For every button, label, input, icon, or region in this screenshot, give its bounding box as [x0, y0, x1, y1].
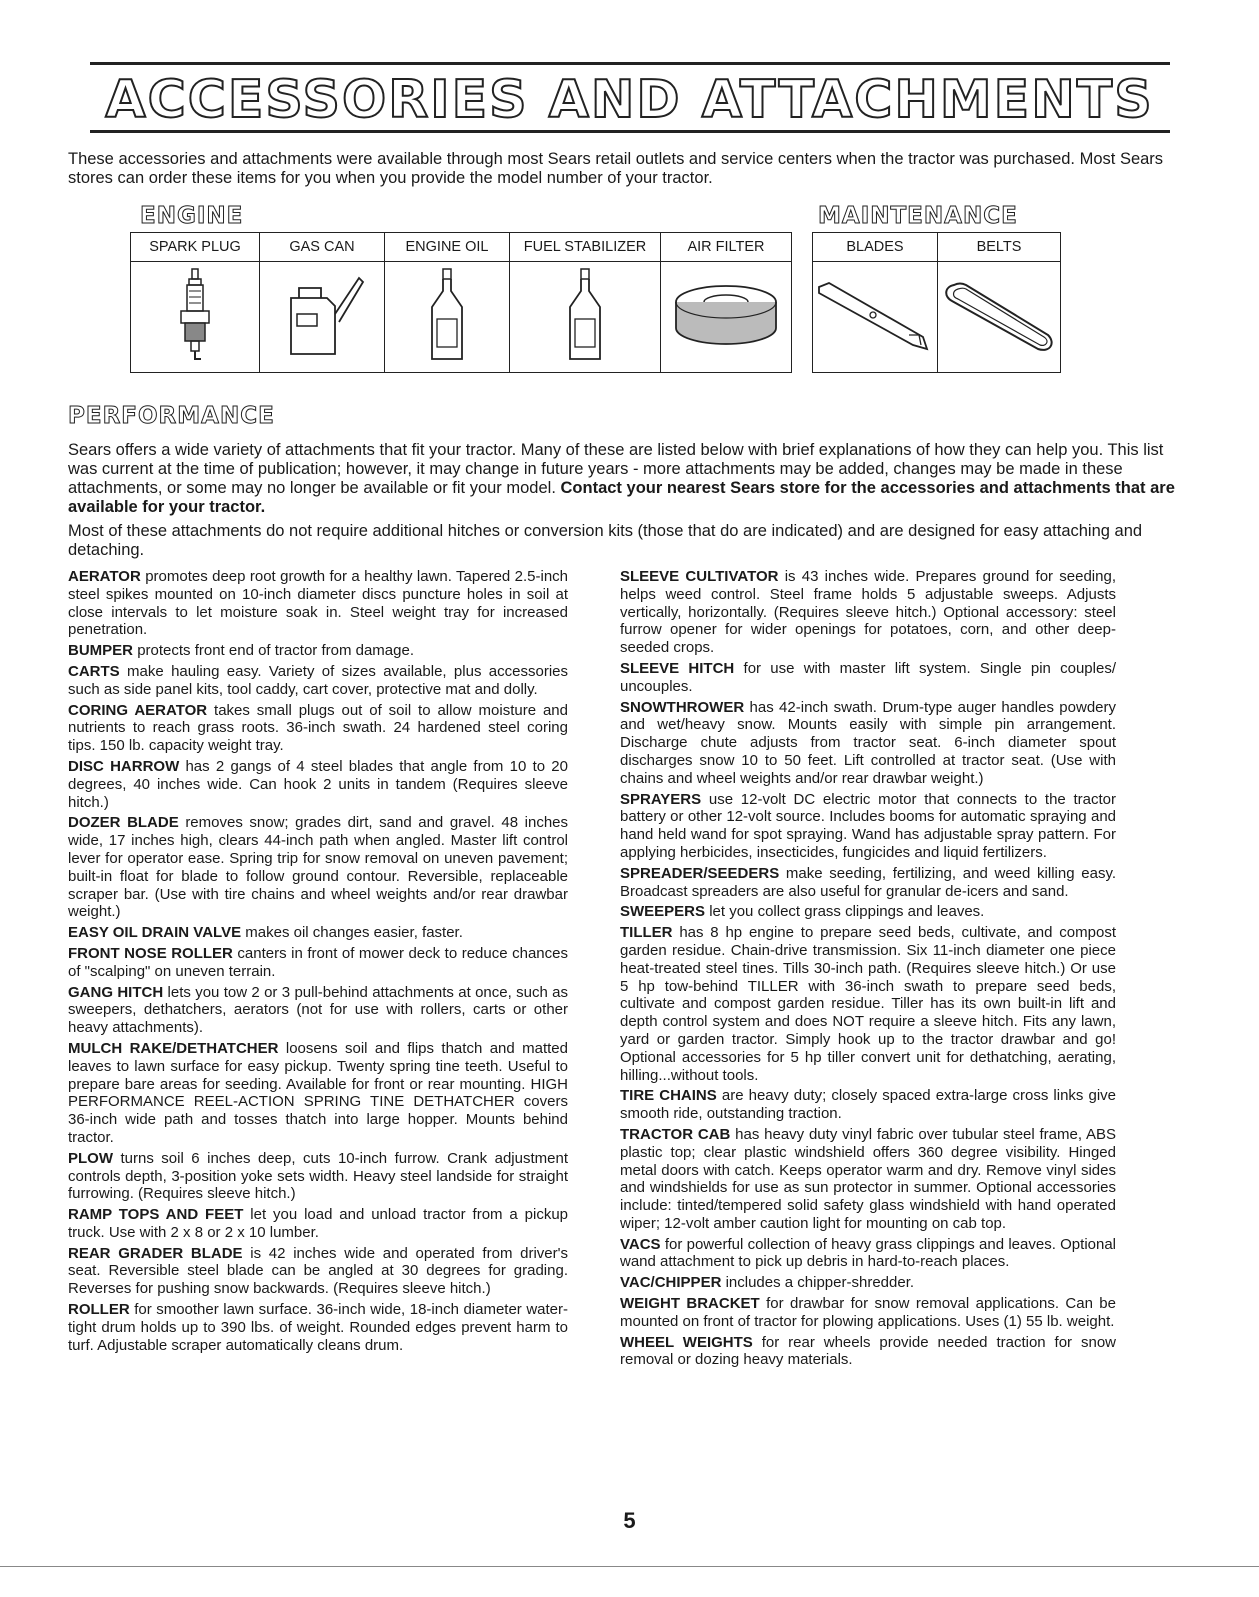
bottom-scan-line	[0, 1566, 1259, 1567]
attachment-description: loosens soil and flips thatch and matted leaves to lawn surface for easy pickup. Twenty spring tine teeth. Useful to prepare bare areas for seeding. Available for front or rear mounting. HIGH PERFORMANCE REEL-ACTION SPRING TINE DETHATCHER covers 36-inch wide path and tosses thatch into large hopper. Mounts behind tractor.	[68, 1039, 568, 1146]
attachment-name: ROLLER	[68, 1301, 130, 1319]
attachment-description: is 43 inches wide. Prepares ground for seeding, helps weed control. Steel frame holds 5 adjustable sweeps. Adjusts vertically, horizontally. (Requires sleeve hitch.) Optional accessory: steel furrow opener for wider openings for potatoes, corn, and other deep-seeded crops.	[620, 568, 1116, 657]
attachment-name: CARTS	[68, 662, 120, 680]
attachment-description: for drawbar for snow removal applications. Can be mounted on front of tractor for plowing applications. Uses (1) 55 lb. weight.	[620, 1295, 1116, 1330]
attachment-entry	[68, 814, 568, 921]
attachment-description: for smoother lawn surface. 36-inch wide, 18-inch diameter water-tight drum holds up to 390 lbs. of weight. Rounded edges prevent harm to turf. Adjustable scraper automatically cleans drum.	[68, 1301, 568, 1354]
page-title: ACCESSORIES AND ATTACHMENTS	[105, 70, 1154, 130]
title-rule-top	[90, 62, 1170, 65]
engine-oil-label: ENGINE OIL	[385, 233, 510, 262]
attachment-entry	[620, 699, 1116, 788]
attachment-name: SNOWTHROWER	[620, 698, 745, 716]
attachment-entry	[620, 1274, 1116, 1292]
gas-can-label: GAS CAN	[260, 233, 385, 262]
maintenance-parts-table	[812, 232, 1061, 373]
attachment-description: lets you tow 2 or 3 pull-behind attachments at once, such as sweepers, dethatchers, aerators (not for use with rollers, carts or other heavy attachments).	[68, 983, 568, 1037]
attachment-entry	[68, 758, 568, 811]
attachment-name: TIRE CHAINS	[620, 1087, 717, 1105]
attachment-name: TRACTOR CAB	[620, 1125, 731, 1143]
attachment-name: VAC/CHIPPER	[620, 1274, 722, 1292]
attachment-name: SPREADER/SEEDERS	[620, 864, 780, 882]
attachment-name: VACS	[620, 1235, 661, 1253]
attachment-description: for rear wheels provide needed traction for snow removal or dozing heavy materials.	[620, 1333, 1116, 1369]
attachment-entry	[620, 1126, 1116, 1233]
performance-paragraph-1	[68, 441, 1178, 517]
attachment-description: has 8 hp engine to prepare seed beds, cultivate, and compost garden residue. Chain-drive transmission. Six 11-inch diameter one piece heat-treated steel tines. Tills 30-inch path. (Requires sleeve hitch.) Or use 5 hp tow-behind TILLER with 36-inch swath to prepare seed beds, cultivate and compost garden residue. Tiller has its own built-in lift and depth control system and does NOT require a sleeve hitch. Fits any lawn, yard or garden tractor. Simply hook up to the tractor drawbar and go! Optional accessories for 5 hp tiller convert unit for dethatching, aerating, hilling...without tools.	[620, 924, 1116, 1084]
title-rule-bottom	[90, 130, 1170, 133]
attachment-entry	[68, 1206, 568, 1242]
attachment-name: REAR GRADER BLADE	[68, 1244, 243, 1262]
attachment-description: removes snow; grades dirt, sand and gravel. 48 inches wide, 17 inches high, clears 44-inch path when angled. Master lift control lever for operator ease. Spring trip for snow removal on uneven pavement; built-in float for blade to follow ground contour. Reversible, replaceable scraper bar. (Use with tire chains and wheel weights and/or rear drawbar weight.)	[68, 814, 569, 921]
attachment-entry	[620, 924, 1116, 1084]
attachment-description: canters in front of mower deck to reduce chances of "scalping" on uneven terrain.	[68, 944, 568, 980]
attachment-entry	[68, 663, 568, 699]
attachment-name: TILLER	[620, 924, 673, 942]
attachment-name: DISC HARROW	[68, 757, 180, 775]
performance-contact-text: Contact your nearest Sears store for the accessories and attachments that are available for your tractor.	[68, 479, 1175, 516]
attachment-entry	[620, 568, 1116, 657]
right-entries-column	[620, 568, 1116, 1372]
attachment-description: for use with master lift system. Single pin couples/ uncouples.	[620, 659, 1116, 695]
attachment-name: DOZER BLADE	[68, 814, 179, 832]
attachment-entry	[68, 1040, 568, 1147]
attachment-entry	[68, 642, 568, 660]
attachment-description: let you collect grass clippings and leaves.	[709, 903, 985, 921]
air-filter-icon	[671, 280, 781, 355]
attachment-description: makes oil changes easier, faster.	[245, 924, 463, 942]
blades-cell	[813, 262, 938, 373]
performance-text: Sears offers a wide variety of attachments that fit your tractor. Many of these are listed below with brief explanations of how they can help you. This list was current at the time of publication; however, it may change in future years - more attachments may be added, changes may be made in these attachments, or some may no longer be available or fit your model.	[68, 441, 1164, 497]
attachment-description: has 42-inch swath. Drum-type auger handles powdery and wet/heavy snow. Mounts easily with simple pin arrangement. Discharge chute adjusts from tractor seat. 6-inch diameter spout discharges snow 10 to 50 feet. Lift controlled at tractor seat. (Use with chains and wheel weights and/or rear drawbar weight.)	[620, 698, 1116, 787]
attachment-entry	[620, 1334, 1116, 1370]
maintenance-section-title: MAINTENANCE	[818, 203, 1018, 229]
attachment-description: promotes deep root growth for a healthy lawn. Tapered 2.5-inch steel spikes mounted on 10-inch diameter discs puncture holes in soil at close intervals to let moisture soak in. Steel weight tray for increased penetration.	[68, 568, 569, 639]
attachment-name: SWEEPERS	[620, 903, 706, 921]
attachment-description: make hauling easy. Variety of sizes available, plus accessories such as side panel kits, tool caddy, cart cover, protective mat and dolly.	[68, 662, 568, 698]
fuel-stabilizer-label: FUEL STABILIZER	[510, 233, 661, 262]
attachment-entry	[68, 1301, 568, 1354]
attachment-description: takes small plugs out of soil to allow moisture and nutrients to reach grass roots. 36-inch swath. 24 hardened steel coring tips. 150 lb. capacity weight tray.	[68, 701, 568, 755]
intro-paragraph: These accessories and attachments were available through most Sears retail outlets and service centers when the tractor was purchased. Most Sears stores can order these items for you when you provide the model number of your tractor.	[68, 150, 1164, 187]
attachment-name: FRONT NOSE ROLLER	[68, 944, 233, 962]
left-entries-column	[68, 568, 568, 1357]
fuel-stabilizer-cell	[510, 262, 661, 373]
attachment-entry	[68, 924, 568, 942]
air-filter-cell	[661, 262, 792, 373]
stabilizer-bottle-icon	[560, 267, 610, 368]
attachment-name: RAMP TOPS AND FEET	[68, 1206, 244, 1224]
attachment-description: has heavy duty vinyl fabric over tubular steel frame, ABS plastic top; clear plastic windshield offers 360 degree visibility. Hinged metal doors with catch. Keeps operator warm and dry. Remove vinyl sides and windshields for use as sun protector in summer. Optional accessories include: tinted/tempered solid safety glass windshield with hand operated wiper; 12-volt amber caution light for mounting on cab top.	[620, 1125, 1117, 1232]
attachment-entry	[68, 568, 568, 639]
belts-label: BELTS	[938, 233, 1061, 262]
attachment-entry	[68, 984, 568, 1037]
attachment-entry	[620, 791, 1116, 862]
belts-cell	[938, 262, 1061, 373]
attachment-entry	[620, 1295, 1116, 1331]
attachment-name: SPRAYERS	[620, 790, 702, 808]
attachment-description: for powerful collection of heavy grass clippings and leaves. Optional wand attachment to pick up debris in hard-to-reach places.	[620, 1235, 1117, 1271]
attachment-name: SLEEVE HITCH	[620, 659, 735, 677]
attachment-name: SLEEVE CULTIVATOR	[620, 568, 779, 585]
blade-icon	[815, 275, 935, 360]
engine-parts-table	[130, 232, 792, 373]
attachment-name: PLOW	[68, 1149, 113, 1167]
attachment-description: turns soil 6 inches deep, cuts 10-inch furrow. Crank adjustment controls depth, 3-position yoke sets width. Heavy steel landside for straight furrowing. (Requires sleeve hitch.)	[68, 1149, 568, 1203]
air-filter-label: AIR FILTER	[661, 233, 792, 262]
attachment-name: WEIGHT BRACKET	[620, 1295, 760, 1313]
engine-section-title: ENGINE	[140, 203, 244, 229]
attachment-name: WHEEL WEIGHTS	[620, 1333, 753, 1351]
belt-icon	[940, 275, 1058, 360]
attachment-description: has 2 gangs of 4 steel blades that angle from 10 to 20 degrees, 40 inches wide. Can hook 2 units in tandem (Requires sleeve hitch.)	[68, 757, 568, 811]
gas-can-cell	[260, 262, 385, 373]
attachment-description: make seeding, fertilizing, and weed killing easy. Broadcast spreaders are also useful for granular de-icers and sand.	[620, 864, 1116, 900]
blades-label: BLADES	[813, 233, 938, 262]
attachment-name: GANG HITCH	[68, 983, 164, 1001]
attachment-name: BUMPER	[68, 642, 134, 660]
attachment-description: are heavy duty; closely spaced extra-large cross links give smooth ride, outstanding traction.	[620, 1087, 1117, 1123]
oil-bottle-icon	[422, 267, 472, 368]
attachment-name: AERATOR	[68, 568, 141, 585]
gas-can-icon	[277, 270, 367, 365]
attachment-description: let you load and unload tractor from a pickup truck. Use with 2 x 8 or 2 x 10 lumber.	[68, 1206, 568, 1241]
spark-plug-icon	[175, 267, 215, 368]
attachment-description: includes a chipper-shredder.	[725, 1274, 915, 1292]
attachment-name: CORING AERATOR	[68, 701, 208, 719]
attachment-entry	[620, 903, 1116, 921]
performance-section-title: PERFORMANCE	[68, 403, 275, 429]
attachment-entry	[620, 865, 1116, 901]
spark-plug-label: SPARK PLUG	[131, 233, 260, 262]
attachment-description: use 12-volt DC electric motor that connects to the tractor battery or other 12-volt source. Includes booms for automatic spraying and hand held wand for spot spraying. Wand has adjustable spray pattern. For applying herbicides, insecticides, fungicides and liquid fertilizers.	[620, 790, 1116, 861]
attachment-name: EASY OIL DRAIN VALVE	[68, 924, 242, 942]
page-number: 5	[623, 1508, 636, 1533]
attachment-name: MULCH RAKE/DETHATCHER	[68, 1039, 279, 1057]
attachment-entry	[68, 1150, 568, 1203]
engine-oil-cell	[385, 262, 510, 373]
attachment-entry	[620, 1087, 1116, 1123]
attachment-entry	[68, 945, 568, 981]
attachment-entry	[620, 1236, 1116, 1272]
attachment-description: is 42 inches wide and operated from driver's seat. Reversible steel blade can be angled at 30 degrees for grading. Reverses for pushing snow backwards. (Requires sleeve hitch.)	[68, 1244, 569, 1298]
performance-paragraph-2: Most of these attachments do not require additional hitches or conversion kits (those that do are indicated) and are designed for easy attaching and detaching.	[68, 522, 1143, 559]
attachment-entry	[68, 702, 568, 755]
attachment-description: protects front end of tractor from damage.	[137, 642, 414, 660]
attachment-entry	[68, 1245, 568, 1298]
attachment-entry	[620, 660, 1116, 696]
spark-plug-cell	[131, 262, 260, 373]
